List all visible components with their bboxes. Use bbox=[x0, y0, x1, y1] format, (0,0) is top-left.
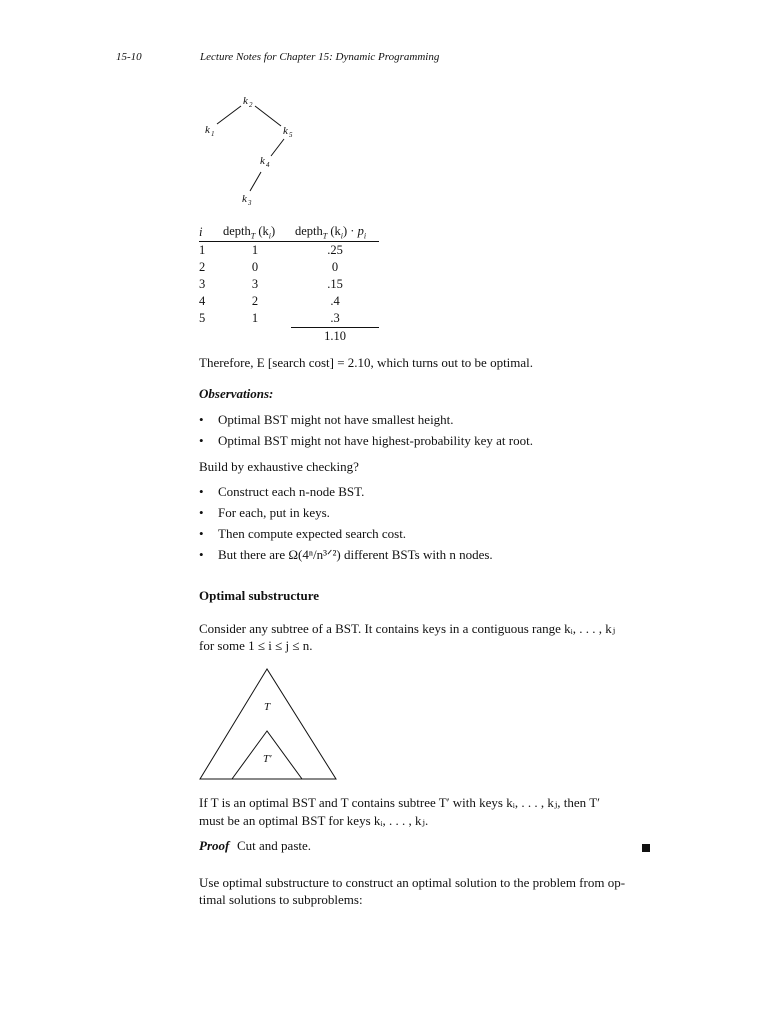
node-k2 bbox=[243, 95, 253, 109]
use-line-2: timal solutions to subproblems: bbox=[199, 892, 363, 907]
svg-text:k: k bbox=[260, 155, 265, 167]
svg-text:k: k bbox=[243, 95, 248, 107]
build-question: Build by exhaustive checking? bbox=[199, 459, 359, 474]
inner-triangle-label: T′ bbox=[263, 753, 272, 765]
col-header-depth: depth$_T$ $(k_i)$ bbox=[219, 224, 291, 242]
svg-text:3: 3 bbox=[248, 199, 252, 207]
table-row: 2 0 0 bbox=[199, 260, 339, 274]
table-row: 3 3 .15 bbox=[199, 277, 343, 291]
proof-label: Proof bbox=[199, 838, 230, 853]
if-line-2: must be an optimal BST for keys kᵢ, . . . , kⱼ. bbox=[199, 813, 429, 828]
table-header-row bbox=[199, 224, 379, 242]
proof-text: Cut and paste. bbox=[237, 838, 312, 853]
node-k1 bbox=[205, 124, 215, 138]
edge-k4-k3 bbox=[250, 172, 261, 191]
consider-line-2: for some 1 ≤ i ≤ j ≤ n. bbox=[199, 638, 313, 653]
subtree-triangle-diagram bbox=[195, 664, 345, 784]
svg-text:5: 5 bbox=[289, 131, 293, 139]
if-line-1: If T is an optimal BST and T contains subtree T′ with keys kᵢ, . . . , kⱼ, then T′ bbox=[199, 795, 600, 810]
total-value: 1.10 bbox=[291, 328, 379, 346]
svg-text:k: k bbox=[283, 125, 288, 137]
node-k5 bbox=[283, 125, 293, 139]
node-k4 bbox=[260, 155, 270, 169]
observations-heading: Observations: bbox=[199, 386, 274, 401]
col-header-depth-times-p: depth$_T$ $(k_i) \cdot p_i$ bbox=[291, 224, 379, 242]
qed-symbol bbox=[642, 844, 650, 852]
table-row: 1 1 .25 bbox=[199, 243, 343, 257]
svg-text:4: 4 bbox=[266, 161, 270, 169]
page-number: 15-10 bbox=[116, 51, 142, 63]
edge-k2-k1 bbox=[217, 106, 241, 124]
svg-text:k: k bbox=[242, 193, 247, 205]
table-row: 4 2 .4 bbox=[199, 294, 340, 308]
depth-table bbox=[199, 224, 379, 345]
therefore-text: Therefore, E [search cost] = 2.10, which turns out to be optimal. bbox=[199, 355, 534, 370]
svg-text:k: k bbox=[205, 124, 210, 136]
running-title: Lecture Notes for Chapter 15: Dynamic Programming bbox=[200, 51, 440, 63]
outer-triangle-label: T bbox=[264, 701, 271, 713]
section-heading: Optimal substructure bbox=[199, 588, 320, 603]
bst-tree-diagram bbox=[195, 88, 315, 218]
consider-line-1: Consider any subtree of a BST. It contains keys in a contiguous range kᵢ, . . . , kⱼ bbox=[199, 621, 616, 636]
edge-k2-k5 bbox=[255, 106, 281, 126]
node-k3 bbox=[242, 193, 252, 207]
table-total-row bbox=[199, 328, 379, 346]
edge-k5-k4 bbox=[271, 139, 284, 156]
use-line-1: Use optimal substructure to construct an optimal solution to the problem from op- bbox=[199, 875, 626, 890]
col-header-i: i bbox=[199, 224, 219, 242]
svg-text:2: 2 bbox=[249, 101, 253, 109]
table-row: 5 1 .3 bbox=[199, 311, 340, 326]
svg-text:1: 1 bbox=[211, 130, 215, 138]
